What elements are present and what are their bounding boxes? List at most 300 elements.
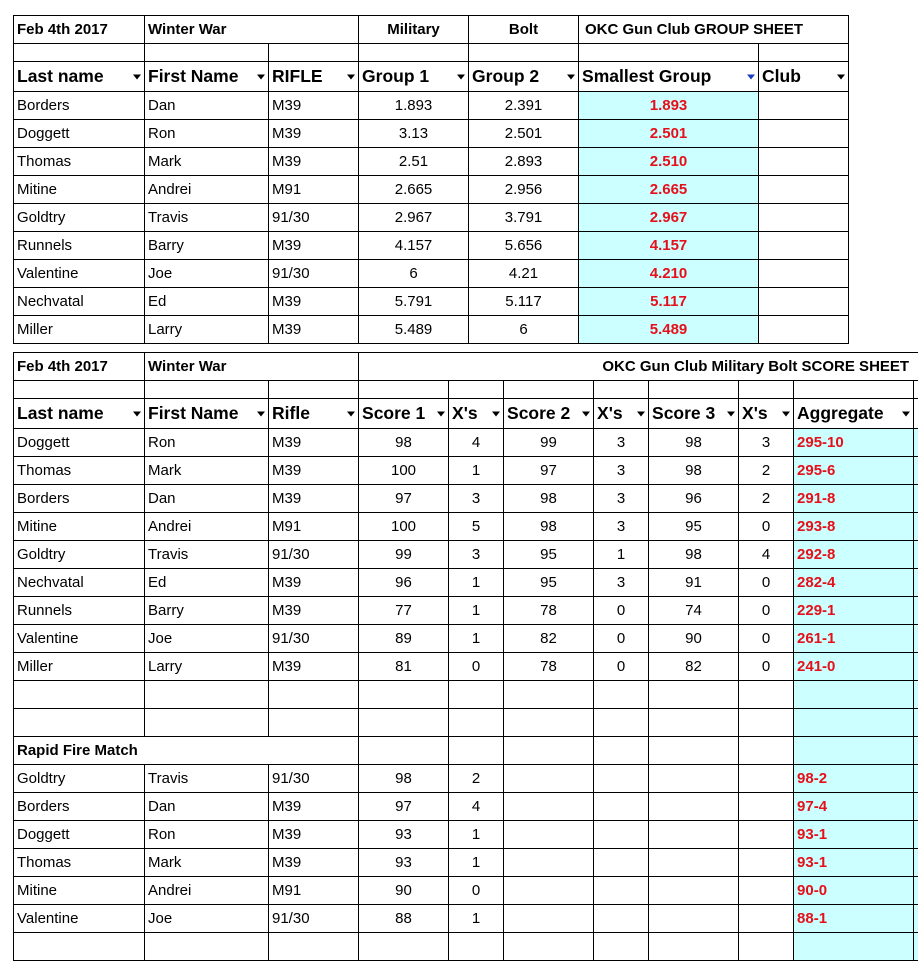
cell-aggregate[interactable] — [794, 681, 914, 709]
cell-first-name[interactable] — [145, 933, 269, 961]
cell-clipped[interactable] — [914, 681, 918, 709]
cell-first-name[interactable]: Travis — [145, 204, 269, 232]
empty-cell[interactable] — [145, 381, 269, 399]
cell-aggregate[interactable]: 261-1 — [794, 625, 914, 653]
cell-score-2[interactable]: 98 — [504, 513, 594, 541]
cell-xs-2[interactable]: 0 — [594, 625, 649, 653]
cell-rifle[interactable]: M39 — [269, 288, 359, 316]
cell-club[interactable] — [759, 232, 849, 260]
cell-rifle[interactable] — [269, 709, 359, 737]
cell-xs-1[interactable]: 1 — [449, 821, 504, 849]
header-last-name[interactable] — [14, 62, 145, 92]
cell-score-2[interactable] — [504, 709, 594, 737]
cell-smallest-group[interactable]: 1.893 — [579, 92, 759, 120]
cell-score-1[interactable]: 93 — [359, 849, 449, 877]
cell-xs-1[interactable]: 0 — [449, 877, 504, 905]
group-sheet-event-cell[interactable]: Winter War — [145, 16, 359, 44]
cell-xs-2[interactable]: 3 — [594, 457, 649, 485]
cell-club[interactable] — [759, 92, 849, 120]
cell-last-name[interactable]: Mitine — [14, 877, 145, 905]
cell-score-2[interactable]: 78 — [504, 597, 594, 625]
cell-aggregate[interactable]: 93-1 — [794, 821, 914, 849]
cell-first-name[interactable]: Andrei — [145, 877, 269, 905]
cell-aggregate[interactable] — [794, 709, 914, 737]
cell-first-name[interactable]: Joe — [145, 260, 269, 288]
cell-xs-1[interactable]: 4 — [449, 793, 504, 821]
empty-cell[interactable] — [794, 381, 914, 399]
cell-score-2[interactable]: 95 — [504, 541, 594, 569]
cell-xs-3[interactable]: 2 — [739, 485, 794, 513]
cell-group-1[interactable]: 4.157 — [359, 232, 469, 260]
cell-smallest-group[interactable]: 4.157 — [579, 232, 759, 260]
empty-cell[interactable] — [504, 849, 594, 877]
cell-xs-3[interactable] — [739, 933, 794, 961]
cell-clipped[interactable] — [914, 429, 918, 457]
empty-cell[interactable] — [594, 849, 649, 877]
cell-score-3[interactable]: 74 — [649, 597, 739, 625]
cell-clipped[interactable] — [914, 541, 918, 569]
cell-last-name[interactable]: Mitine — [14, 513, 145, 541]
cell-score-3[interactable]: 95 — [649, 513, 739, 541]
cell-group-2[interactable]: 2.956 — [469, 176, 579, 204]
cell-group-1[interactable]: 5.791 — [359, 288, 469, 316]
cell-smallest-group[interactable]: 2.967 — [579, 204, 759, 232]
cell-aggregate[interactable] — [794, 737, 914, 765]
cell-first-name[interactable]: Dan — [145, 485, 269, 513]
cell-last-name[interactable]: Thomas — [14, 457, 145, 485]
cell-group-1[interactable]: 1.893 — [359, 92, 469, 120]
cell-group-2[interactable]: 3.791 — [469, 204, 579, 232]
cell-xs-1[interactable]: 4 — [449, 429, 504, 457]
empty-cell[interactable] — [649, 821, 739, 849]
cell-score-1[interactable]: 93 — [359, 821, 449, 849]
cell-xs-1[interactable]: 3 — [449, 485, 504, 513]
empty-cell[interactable] — [504, 737, 594, 765]
cell-first-name[interactable]: Ed — [145, 569, 269, 597]
cell-club[interactable] — [759, 316, 849, 344]
cell-score-1[interactable]: 100 — [359, 457, 449, 485]
cell-xs-1[interactable] — [449, 933, 504, 961]
cell-last-name[interactable]: Runnels — [14, 597, 145, 625]
cell-first-name[interactable]: Mark — [145, 849, 269, 877]
cell-last-name[interactable]: Valentine — [14, 260, 145, 288]
cell-last-name[interactable]: Nechvatal — [14, 569, 145, 597]
cell-group-2[interactable]: 5.656 — [469, 232, 579, 260]
cell-clipped[interactable] — [914, 933, 918, 961]
header-xs-1[interactable] — [449, 399, 504, 429]
cell-xs-3[interactable]: 4 — [739, 541, 794, 569]
cell-club[interactable] — [759, 204, 849, 232]
cell-rifle[interactable]: 91/30 — [269, 204, 359, 232]
cell-group-1[interactable]: 3.13 — [359, 120, 469, 148]
score-sheet-title-cell[interactable]: OKC Gun Club Military Bolt SCORE SHEET — [359, 353, 918, 381]
cell-last-name[interactable]: Doggett — [14, 429, 145, 457]
cell-xs-3[interactable] — [739, 681, 794, 709]
cell-xs-2[interactable]: 3 — [594, 569, 649, 597]
cell-club[interactable] — [759, 120, 849, 148]
empty-cell[interactable] — [504, 765, 594, 793]
cell-first-name[interactable]: Larry — [145, 653, 269, 681]
cell-first-name[interactable]: Dan — [145, 92, 269, 120]
filter-dropdown-icon[interactable] — [582, 411, 590, 416]
cell-first-name[interactable]: Joe — [145, 625, 269, 653]
cell-aggregate[interactable]: 97-4 — [794, 793, 914, 821]
cell-xs-1[interactable]: 1 — [449, 569, 504, 597]
filter-dropdown-icon[interactable] — [637, 411, 645, 416]
empty-cell[interactable] — [504, 381, 594, 399]
cell-last-name[interactable]: Runnels — [14, 232, 145, 260]
cell-first-name[interactable]: Joe — [145, 905, 269, 933]
header-group-1[interactable] — [359, 62, 469, 92]
cell-group-2[interactable]: 5.117 — [469, 288, 579, 316]
filter-dropdown-icon[interactable] — [437, 411, 445, 416]
empty-cell[interactable] — [359, 44, 469, 62]
cell-last-name[interactable]: Thomas — [14, 849, 145, 877]
cell-last-name[interactable]: Nechvatal — [14, 288, 145, 316]
group-sheet-class1-cell[interactable]: Military — [359, 16, 469, 44]
header-clipped-column[interactable] — [914, 399, 918, 429]
cell-club[interactable] — [759, 176, 849, 204]
cell-smallest-group[interactable]: 5.117 — [579, 288, 759, 316]
empty-cell[interactable] — [739, 381, 794, 399]
cell-first-name[interactable]: Mark — [145, 457, 269, 485]
cell-rifle[interactable]: M39 — [269, 821, 359, 849]
cell-score-1[interactable]: 90 — [359, 877, 449, 905]
cell-score-1[interactable]: 81 — [359, 653, 449, 681]
header-score-2[interactable] — [504, 399, 594, 429]
cell-score-3[interactable]: 98 — [649, 457, 739, 485]
empty-cell[interactable] — [594, 765, 649, 793]
cell-score-1[interactable] — [359, 933, 449, 961]
empty-cell[interactable] — [739, 905, 794, 933]
cell-rifle[interactable]: M39 — [269, 569, 359, 597]
cell-score-1[interactable]: 98 — [359, 429, 449, 457]
cell-last-name[interactable] — [14, 681, 145, 709]
filter-dropdown-icon[interactable] — [457, 74, 465, 79]
filter-dropdown-icon[interactable] — [782, 411, 790, 416]
header-xs-3[interactable] — [739, 399, 794, 429]
cell-first-name[interactable]: Mark — [145, 148, 269, 176]
cell-xs-1[interactable]: 3 — [449, 541, 504, 569]
empty-cell[interactable] — [649, 793, 739, 821]
cell-score-2[interactable]: 82 — [504, 625, 594, 653]
empty-cell[interactable] — [739, 765, 794, 793]
cell-xs-1[interactable]: 2 — [449, 765, 504, 793]
empty-cell[interactable] — [759, 44, 849, 62]
cell-group-1[interactable]: 5.489 — [359, 316, 469, 344]
header-rifle[interactable] — [269, 399, 359, 429]
filter-dropdown-icon[interactable] — [567, 74, 575, 79]
cell-score-1[interactable]: 97 — [359, 793, 449, 821]
cell-last-name[interactable]: Goldtry — [14, 541, 145, 569]
cell-xs-2[interactable]: 3 — [594, 429, 649, 457]
filter-dropdown-icon[interactable] — [257, 74, 265, 79]
header-score-1[interactable] — [359, 399, 449, 429]
cell-clipped[interactable] — [914, 737, 918, 765]
cell-xs-2[interactable]: 3 — [594, 513, 649, 541]
empty-cell[interactable] — [649, 877, 739, 905]
cell-rifle[interactable]: 91/30 — [269, 541, 359, 569]
cell-last-name[interactable]: Borders — [14, 793, 145, 821]
cell-score-2[interactable]: 97 — [504, 457, 594, 485]
cell-score-1[interactable]: 99 — [359, 541, 449, 569]
cell-aggregate[interactable]: 90-0 — [794, 877, 914, 905]
cell-score-3[interactable]: 96 — [649, 485, 739, 513]
filter-dropdown-icon[interactable] — [727, 411, 735, 416]
cell-aggregate[interactable]: 88-1 — [794, 905, 914, 933]
cell-smallest-group[interactable]: 2.501 — [579, 120, 759, 148]
header-smallest-group[interactable] — [579, 62, 759, 92]
cell-group-1[interactable]: 6 — [359, 260, 469, 288]
cell-rifle[interactable]: M39 — [269, 232, 359, 260]
rapid-fire-section-label[interactable]: Rapid Fire Match — [14, 737, 359, 765]
cell-first-name[interactable]: Ed — [145, 288, 269, 316]
header-aggregate[interactable] — [794, 399, 914, 429]
cell-first-name[interactable]: Andrei — [145, 513, 269, 541]
cell-rifle[interactable]: M91 — [269, 176, 359, 204]
cell-first-name[interactable]: Andrei — [145, 176, 269, 204]
empty-cell[interactable] — [914, 381, 918, 399]
cell-rifle[interactable]: M39 — [269, 485, 359, 513]
empty-cell[interactable] — [594, 905, 649, 933]
filter-dropdown-icon[interactable] — [133, 74, 141, 79]
cell-group-2[interactable]: 2.893 — [469, 148, 579, 176]
header-rifle[interactable] — [269, 62, 359, 92]
group-sheet-title-cell[interactable] — [579, 16, 849, 44]
filter-dropdown-icon[interactable] — [257, 411, 265, 416]
cell-xs-1[interactable]: 0 — [449, 653, 504, 681]
cell-club[interactable] — [759, 148, 849, 176]
score-sheet-event-cell[interactable]: Winter War — [145, 353, 359, 381]
cell-rifle[interactable]: 91/30 — [269, 905, 359, 933]
header-group-2[interactable] — [469, 62, 579, 92]
cell-xs-1[interactable]: 1 — [449, 457, 504, 485]
cell-group-1[interactable]: 2.51 — [359, 148, 469, 176]
cell-first-name[interactable]: Barry — [145, 597, 269, 625]
cell-clipped[interactable] — [914, 569, 918, 597]
empty-cell[interactable] — [269, 381, 359, 399]
cell-group-2[interactable]: 2.391 — [469, 92, 579, 120]
cell-last-name[interactable]: Doggett — [14, 120, 145, 148]
filter-dropdown-icon[interactable] — [133, 411, 141, 416]
cell-first-name[interactable]: Travis — [145, 541, 269, 569]
cell-rifle[interactable]: 91/30 — [269, 765, 359, 793]
empty-cell[interactable] — [739, 877, 794, 905]
empty-cell[interactable] — [739, 793, 794, 821]
empty-cell[interactable] — [504, 793, 594, 821]
cell-rifle[interactable]: M39 — [269, 429, 359, 457]
empty-cell[interactable] — [469, 44, 579, 62]
cell-score-1[interactable]: 100 — [359, 513, 449, 541]
cell-xs-3[interactable]: 0 — [739, 625, 794, 653]
cell-first-name[interactable]: Dan — [145, 793, 269, 821]
empty-cell[interactable] — [739, 821, 794, 849]
cell-xs-3[interactable]: 2 — [739, 457, 794, 485]
cell-last-name[interactable]: Doggett — [14, 821, 145, 849]
filter-dropdown-icon[interactable] — [837, 74, 845, 79]
cell-xs-3[interactable] — [739, 709, 794, 737]
cell-rifle[interactable]: M91 — [269, 513, 359, 541]
cell-score-1[interactable]: 97 — [359, 485, 449, 513]
cell-xs-3[interactable]: 0 — [739, 653, 794, 681]
cell-smallest-group[interactable]: 2.665 — [579, 176, 759, 204]
cell-first-name[interactable]: Ron — [145, 429, 269, 457]
cell-xs-3[interactable]: 3 — [739, 429, 794, 457]
cell-xs-3[interactable]: 0 — [739, 513, 794, 541]
cell-score-3[interactable]: 91 — [649, 569, 739, 597]
cell-rifle[interactable] — [269, 933, 359, 961]
cell-rifle[interactable]: M39 — [269, 92, 359, 120]
empty-cell[interactable] — [14, 381, 145, 399]
cell-last-name[interactable]: Borders — [14, 485, 145, 513]
cell-smallest-group[interactable]: 4.210 — [579, 260, 759, 288]
cell-group-1[interactable]: 2.665 — [359, 176, 469, 204]
cell-score-2[interactable]: 98 — [504, 485, 594, 513]
cell-last-name[interactable]: Miller — [14, 653, 145, 681]
cell-xs-2[interactable]: 0 — [594, 597, 649, 625]
cell-last-name[interactable]: Valentine — [14, 905, 145, 933]
cell-aggregate[interactable]: 292-8 — [794, 541, 914, 569]
cell-xs-2[interactable] — [594, 681, 649, 709]
cell-rifle[interactable]: M39 — [269, 120, 359, 148]
filter-dropdown-icon[interactable] — [347, 74, 355, 79]
empty-cell[interactable] — [504, 821, 594, 849]
empty-cell[interactable] — [649, 905, 739, 933]
cell-aggregate[interactable]: 282-4 — [794, 569, 914, 597]
cell-group-2[interactable]: 2.501 — [469, 120, 579, 148]
cell-group-1[interactable]: 2.967 — [359, 204, 469, 232]
cell-clipped[interactable] — [914, 513, 918, 541]
cell-score-3[interactable]: 82 — [649, 653, 739, 681]
cell-rifle[interactable] — [269, 681, 359, 709]
cell-clipped[interactable] — [914, 653, 918, 681]
cell-rifle[interactable]: M39 — [269, 653, 359, 681]
cell-club[interactable] — [759, 288, 849, 316]
empty-cell[interactable] — [594, 821, 649, 849]
header-club[interactable] — [759, 62, 849, 92]
empty-cell[interactable] — [594, 381, 649, 399]
empty-cell[interactable] — [269, 44, 359, 62]
cell-last-name[interactable]: Valentine — [14, 625, 145, 653]
cell-rifle[interactable]: M39 — [269, 148, 359, 176]
cell-first-name[interactable]: Barry — [145, 232, 269, 260]
cell-aggregate[interactable]: 295-6 — [794, 457, 914, 485]
cell-smallest-group[interactable]: 2.510 — [579, 148, 759, 176]
cell-xs-2[interactable] — [594, 709, 649, 737]
cell-clipped[interactable] — [914, 905, 918, 933]
cell-score-3[interactable]: 98 — [649, 429, 739, 457]
empty-cell[interactable] — [739, 849, 794, 877]
cell-xs-1[interactable]: 1 — [449, 905, 504, 933]
empty-cell[interactable] — [649, 737, 739, 765]
cell-rifle[interactable]: 91/30 — [269, 260, 359, 288]
cell-xs-3[interactable]: 0 — [739, 597, 794, 625]
cell-last-name[interactable] — [14, 933, 145, 961]
cell-xs-2[interactable]: 3 — [594, 485, 649, 513]
empty-cell[interactable] — [594, 793, 649, 821]
cell-xs-3[interactable]: 0 — [739, 569, 794, 597]
cell-last-name[interactable]: Miller — [14, 316, 145, 344]
cell-score-3[interactable] — [649, 933, 739, 961]
empty-cell[interactable] — [739, 737, 794, 765]
cell-first-name[interactable]: Travis — [145, 765, 269, 793]
cell-first-name[interactable]: Larry — [145, 316, 269, 344]
cell-score-1[interactable]: 89 — [359, 625, 449, 653]
cell-clipped[interactable] — [914, 485, 918, 513]
cell-last-name[interactable] — [14, 709, 145, 737]
cell-aggregate[interactable]: 241-0 — [794, 653, 914, 681]
cell-aggregate[interactable]: 93-1 — [794, 849, 914, 877]
cell-score-3[interactable]: 90 — [649, 625, 739, 653]
cell-xs-1[interactable] — [449, 681, 504, 709]
cell-club[interactable] — [759, 260, 849, 288]
cell-clipped[interactable] — [914, 821, 918, 849]
cell-rifle[interactable]: 91/30 — [269, 625, 359, 653]
cell-score-3[interactable] — [649, 681, 739, 709]
cell-group-2[interactable]: 4.21 — [469, 260, 579, 288]
empty-cell[interactable] — [504, 905, 594, 933]
cell-score-2[interactable] — [504, 681, 594, 709]
group-sheet-class2-cell[interactable]: Bolt — [469, 16, 579, 44]
cell-last-name[interactable]: Mitine — [14, 176, 145, 204]
cell-score-3[interactable]: 98 — [649, 541, 739, 569]
cell-score-2[interactable] — [504, 933, 594, 961]
cell-rifle[interactable]: M39 — [269, 793, 359, 821]
header-xs-2[interactable] — [594, 399, 649, 429]
filter-dropdown-icon[interactable] — [492, 411, 500, 416]
cell-first-name[interactable] — [145, 709, 269, 737]
cell-xs-2[interactable] — [594, 933, 649, 961]
cell-score-1[interactable]: 96 — [359, 569, 449, 597]
cell-group-2[interactable]: 6 — [469, 316, 579, 344]
cell-clipped[interactable] — [914, 793, 918, 821]
cell-last-name[interactable]: Borders — [14, 92, 145, 120]
empty-cell[interactable] — [594, 737, 649, 765]
cell-score-1[interactable] — [359, 681, 449, 709]
cell-last-name[interactable]: Goldtry — [14, 765, 145, 793]
cell-clipped[interactable] — [914, 597, 918, 625]
cell-score-2[interactable]: 95 — [504, 569, 594, 597]
empty-cell[interactable] — [449, 737, 504, 765]
cell-xs-1[interactable]: 1 — [449, 625, 504, 653]
cell-rifle[interactable]: M39 — [269, 316, 359, 344]
cell-aggregate[interactable]: 293-8 — [794, 513, 914, 541]
cell-score-1[interactable]: 98 — [359, 765, 449, 793]
cell-score-1[interactable] — [359, 709, 449, 737]
cell-xs-2[interactable]: 0 — [594, 653, 649, 681]
header-score-3[interactable] — [649, 399, 739, 429]
cell-clipped[interactable] — [914, 849, 918, 877]
cell-score-1[interactable]: 88 — [359, 905, 449, 933]
cell-xs-2[interactable]: 1 — [594, 541, 649, 569]
header-last-name[interactable] — [14, 399, 145, 429]
cell-aggregate[interactable]: 295-10 — [794, 429, 914, 457]
cell-xs-1[interactable]: 1 — [449, 849, 504, 877]
cell-xs-1[interactable]: 5 — [449, 513, 504, 541]
cell-clipped[interactable] — [914, 457, 918, 485]
cell-last-name[interactable]: Goldtry — [14, 204, 145, 232]
cell-clipped[interactable] — [914, 625, 918, 653]
empty-cell[interactable] — [359, 737, 449, 765]
cell-aggregate[interactable]: 291-8 — [794, 485, 914, 513]
cell-aggregate[interactable] — [794, 933, 914, 961]
sort-active-dropdown-icon[interactable] — [747, 74, 755, 79]
cell-xs-1[interactable]: 1 — [449, 597, 504, 625]
cell-first-name[interactable] — [145, 681, 269, 709]
cell-aggregate[interactable]: 229-1 — [794, 597, 914, 625]
cell-rifle[interactable]: M39 — [269, 457, 359, 485]
cell-xs-1[interactable] — [449, 709, 504, 737]
